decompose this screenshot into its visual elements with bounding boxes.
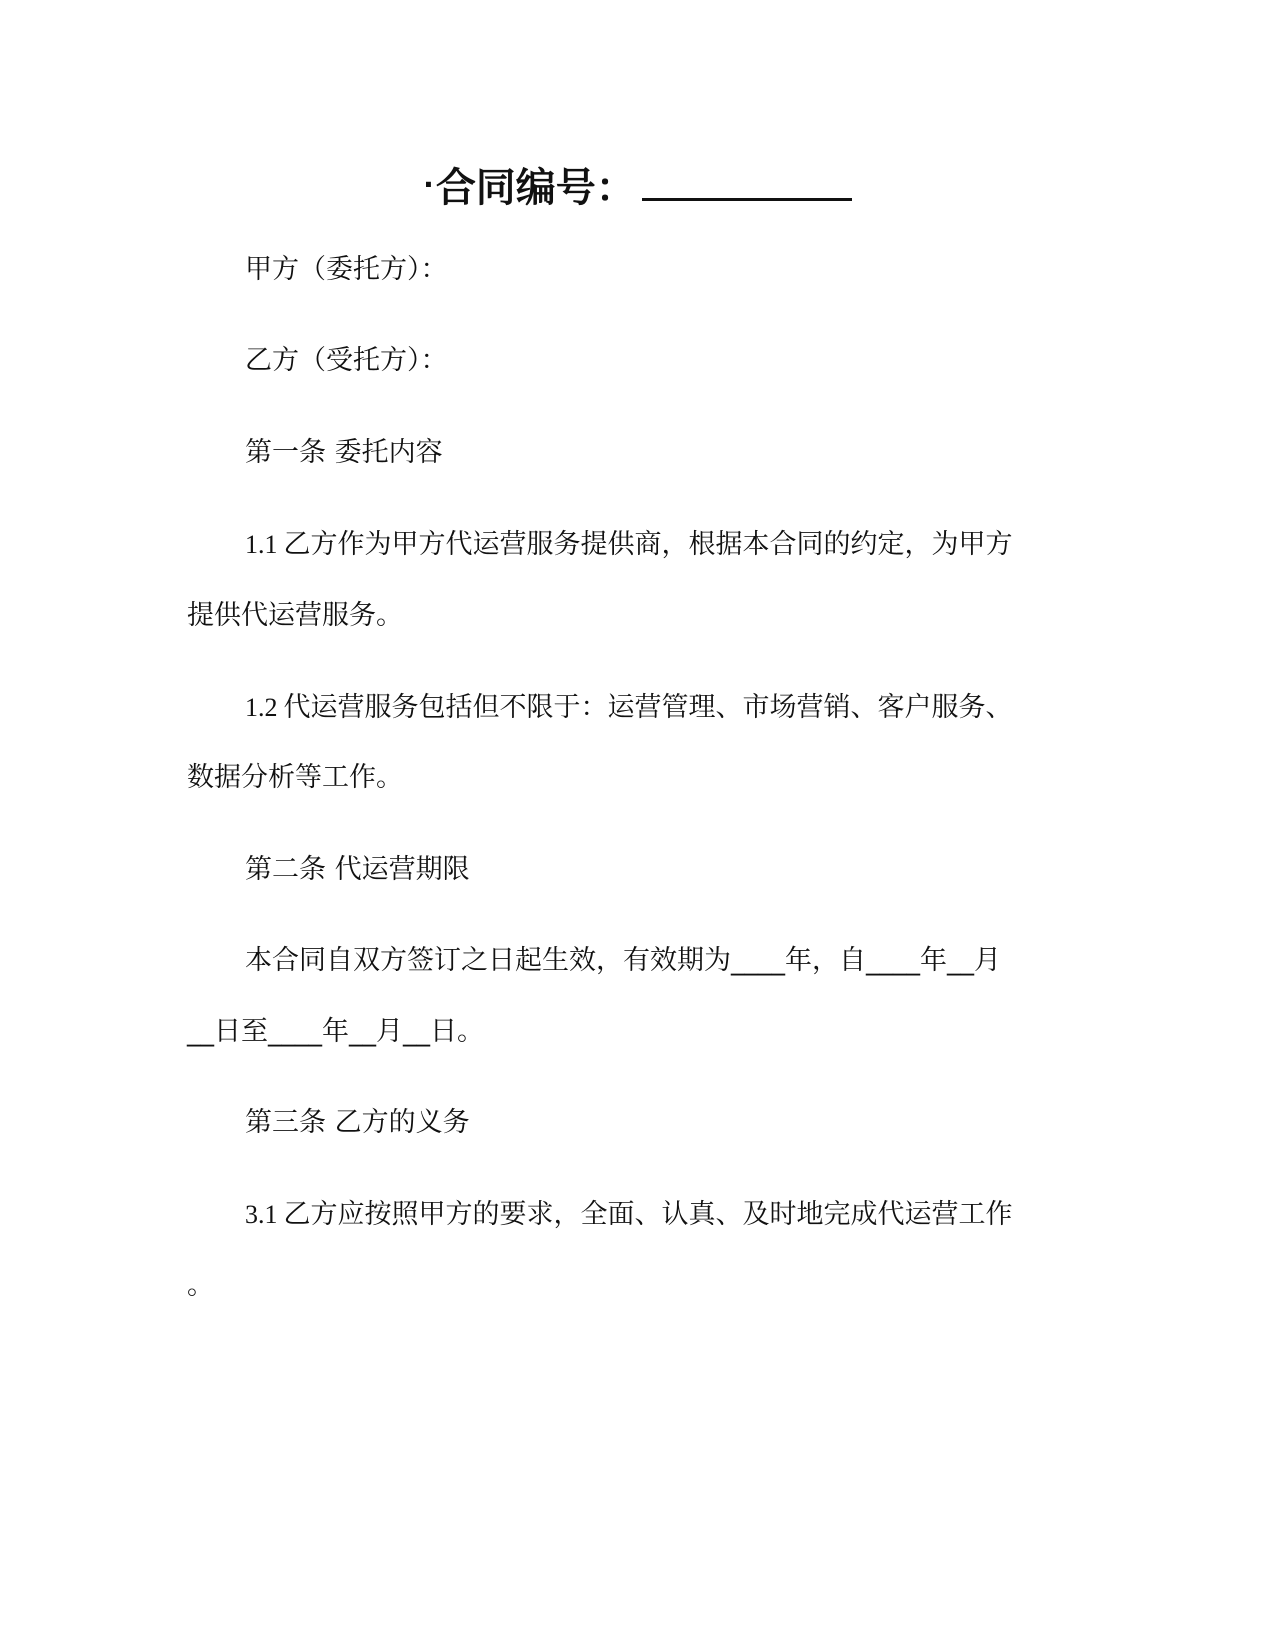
clause-1-2-line-1 <box>245 690 1013 726</box>
clause-3-1-text-1: 乙方应按照甲方的要求，全面、认真、及时地完成代运营工作 <box>283 1199 1013 1230</box>
article-3-heading: 第三条 乙方的义务 <box>245 1107 470 1138</box>
title-mark: · <box>423 168 434 201</box>
article-1-heading: 第一条 委托内容 <box>245 437 443 468</box>
clause-1-1-number: 1.1 <box>245 530 278 559</box>
clause-1-1-text-1: 乙方作为甲方代运营服务提供商，根据本合同的约定，为甲方 <box>283 529 1013 560</box>
clause-1-2-line-2: 数据分析等工作。 <box>187 762 403 793</box>
clause-3-1-line-1 <box>245 1197 1013 1233</box>
contract-title <box>0 160 1275 213</box>
clause-3-1-number: 3.1 <box>245 1200 278 1229</box>
party-a-line: 甲方（委托方）： <box>245 254 448 285</box>
clause-1-1-line-2: 提供代运营服务。 <box>187 600 403 631</box>
clause-3-1-line-2: 。 <box>187 1270 214 1301</box>
clause-1-2-number: 1.2 <box>245 693 278 722</box>
term-line-2: __日至____年__月__日。 <box>187 1016 484 1047</box>
clause-1-1-line-1 <box>245 527 1013 563</box>
clause-1-2-text-1: 代运营服务包括但不限于：运营管理、市场营销、客户服务、 <box>283 692 1013 723</box>
term-line-1: 本合同自双方签订之日起生效，有效期为____年，自____年__月 <box>245 945 1001 976</box>
article-2-heading: 第二条 代运营期限 <box>245 854 470 885</box>
contract-number-blank <box>642 160 852 201</box>
party-b-line: 乙方（受托方）： <box>245 345 448 376</box>
contract-number-label: 合同编号： <box>435 165 636 211</box>
